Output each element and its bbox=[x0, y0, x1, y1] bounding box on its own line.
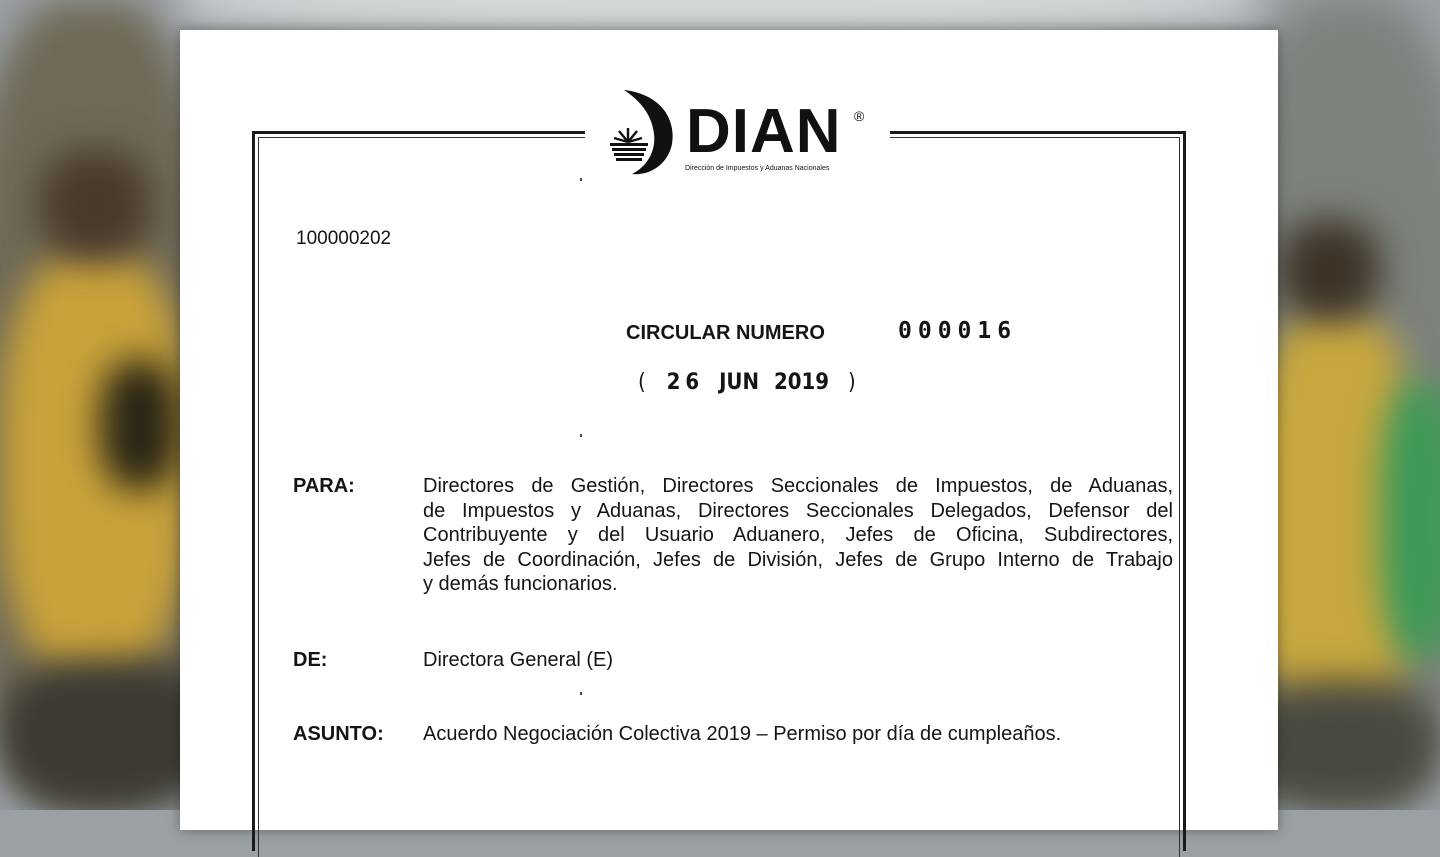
circular-date bbox=[638, 370, 856, 395]
para-line: de Impuestos y Aduanas, Directores Seccionales Delegados, Defensor del bbox=[423, 499, 1173, 522]
para-line: Contribuyente y del Usuario Aduanero, Jefes de Oficina, Subdirectores, bbox=[423, 524, 1173, 546]
dian-logo bbox=[602, 88, 882, 184]
para-recipients bbox=[423, 474, 1173, 597]
para-label: PARA: bbox=[293, 475, 355, 497]
asunto-value: Acuerdo Negociación Colectiva 2019 – Permiso por día de cumpleaños. bbox=[423, 723, 1062, 745]
document-page bbox=[180, 30, 1278, 830]
para-line: y demás funcionarios. bbox=[423, 573, 618, 595]
para-line: Jefes de Coordinación, Jefes de División, Jefes de Grupo Interno de Trabajo bbox=[423, 548, 1173, 571]
date-year: 2019 bbox=[773, 370, 830, 395]
dian-wordmark: DIAN bbox=[686, 97, 842, 166]
reference-code: 100000202 bbox=[296, 228, 392, 249]
dian-emblem-icon bbox=[602, 88, 682, 178]
scan-speck bbox=[580, 178, 582, 181]
scan-speck bbox=[580, 692, 582, 695]
date-day: 26 bbox=[666, 370, 705, 395]
de-label: DE: bbox=[293, 649, 328, 671]
dian-subtitle: Dirección de Impuestos y Aduanas Nacionales bbox=[685, 165, 830, 172]
registered-mark: ® bbox=[854, 108, 865, 124]
circular-number: 000016 bbox=[898, 318, 1018, 344]
date-close-paren: ) bbox=[847, 370, 856, 395]
asunto-label: ASUNTO: bbox=[293, 723, 384, 745]
date-month: JUN bbox=[719, 370, 760, 395]
date-open-paren: ( bbox=[638, 370, 646, 395]
scan-speck bbox=[580, 434, 582, 437]
para-line: Directores de Gestión, Directores Seccionales de Impuestos, de Aduanas, bbox=[423, 475, 1173, 497]
circular-label: CIRCULAR NUMERO bbox=[626, 322, 825, 344]
de-value: Directora General (E) bbox=[423, 649, 614, 671]
